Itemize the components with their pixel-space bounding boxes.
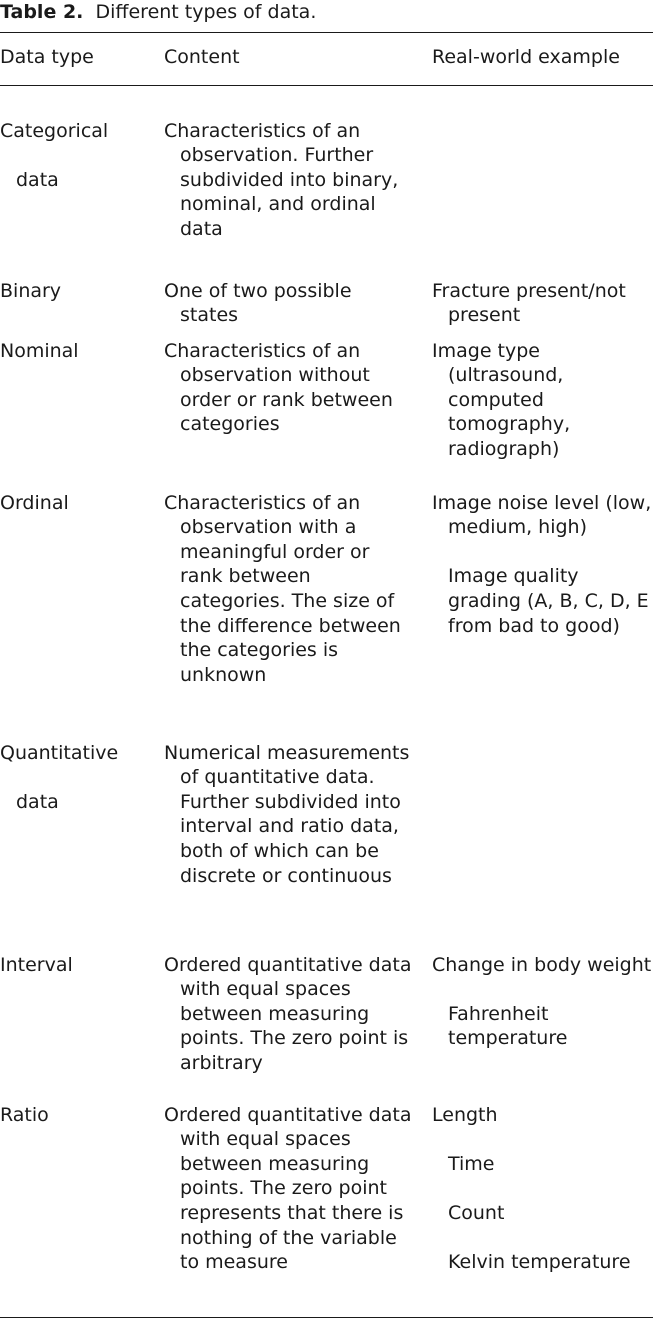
row-quantitative-content: Numerical measurements of quantitative data. Further subdivided into interval and ratio data, both of which can be discrete or continuous [164, 741, 410, 887]
row-ratio-example: Length Time Count Kelvin temperature [432, 1103, 631, 1274]
row-ordinal-example: Image noise level (low, medium, high) Image quality grading (A, B, C, D, E from bad to good) [432, 491, 652, 637]
row-binary-example: Fracture present/not present [432, 279, 626, 327]
row-interval-type: Interval [0, 953, 73, 976]
table-caption [0, 0, 316, 24]
row-ratio-type: Ratio [0, 1103, 49, 1126]
header-content: Content [164, 46, 240, 68]
row-ratio-content: Ordered quantitative data with equal spaces between measuring points. The zero point represents that there is nothing of the variable to measure [164, 1103, 412, 1274]
row-binary-type: Binary [0, 279, 62, 302]
row-ordinal-content: Characteristics of an observation with a meaningful order or rank between categories. The size of the difference between the categories is unknown [164, 491, 401, 686]
table-caption-text: Different types of data. [95, 1, 317, 23]
table-header-rule [0, 85, 653, 86]
row-quantitative-type: Quantitative data [0, 741, 119, 813]
row-nominal-type: Nominal [0, 339, 79, 362]
row-nominal-example: Image type (ultrasound, computed tomography, radiograph) [432, 339, 571, 460]
row-ordinal-type: Ordinal [0, 491, 69, 514]
row-categorical-type: Categorical data [0, 119, 109, 191]
table-top-rule [0, 32, 653, 33]
row-interval-example: Change in body weight Fahrenheit temperature [432, 953, 652, 1050]
row-interval-content: Ordered quantitative data with equal spaces between measuring points. The zero point is arbitrary [164, 953, 412, 1074]
table-caption-label: Table 2. [0, 1, 84, 23]
row-nominal-content: Characteristics of an observation without order or rank between categories [164, 339, 393, 436]
header-example: Real-world example [432, 46, 620, 68]
row-binary-content: One of two possible states [164, 279, 352, 327]
header-data-type: Data type [0, 46, 94, 68]
row-categorical-content: Characteristics of an observation. Further subdivided into binary, nominal, and ordinal data [164, 119, 399, 240]
table-bottom-rule [0, 1317, 653, 1318]
